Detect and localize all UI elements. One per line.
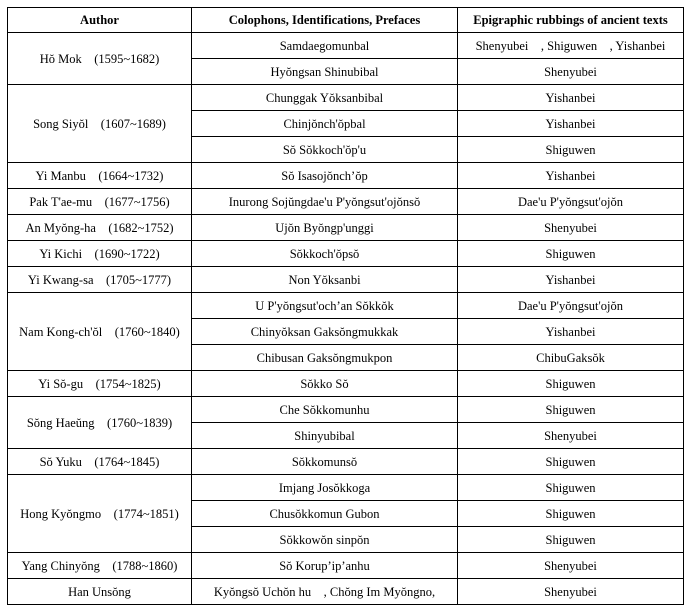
rubbing-cell: Shenyubei <box>458 59 684 85</box>
work-cell: Non Yŏksanbi <box>192 267 458 293</box>
author-cell: Sŏng Haeŭng (1760~1839) <box>8 397 192 449</box>
work-cell: Sŏ Sŏkkoch'ŏp'u <box>192 137 458 163</box>
author-cell: Yi Sŏ-gu (1754~1825) <box>8 371 192 397</box>
work-cell: Sŏ Korup’ip’anhu <box>192 553 458 579</box>
rubbing-cell: Shiguwen <box>458 137 684 163</box>
work-cell: Kyŏngsŏ Uchŏn hu , Chŏng Im Myŏngno, <box>192 579 458 605</box>
table-row <box>8 241 684 267</box>
table-row <box>8 267 684 293</box>
rubbing-cell: Shenyubei <box>458 553 684 579</box>
rubbing-cell: Yishanbei <box>458 267 684 293</box>
rubbing-cell: Shenyubei , Shiguwen , Yishanbei <box>458 33 684 59</box>
table-body <box>8 33 684 605</box>
author-cell: Nam Kong-ch'ŏl (1760~1840) <box>8 293 192 371</box>
work-cell: Ujŏn Byŏngp'unggi <box>192 215 458 241</box>
work-cell: Samdaegomunbal <box>192 33 458 59</box>
author-cell: Yang Chinyŏng (1788~1860) <box>8 553 192 579</box>
header-row <box>8 8 684 33</box>
rubbing-cell: Yishanbei <box>458 163 684 189</box>
table-row <box>8 85 684 111</box>
work-cell: Chunggak Yŏksanbibal <box>192 85 458 111</box>
rubbing-cell: Shenyubei <box>458 423 684 449</box>
table-row <box>8 293 684 319</box>
table-row <box>8 189 684 215</box>
rubbing-cell: Yishanbei <box>458 85 684 111</box>
works-column-header: Colophons, Identifications, Prefaces <box>192 8 458 33</box>
work-cell: Chinyŏksan Gaksŏngmukkak <box>192 319 458 345</box>
rubbing-cell: Shiguwen <box>458 449 684 475</box>
work-cell: Shinyubibal <box>192 423 458 449</box>
author-cell: Yi Kwang-sa (1705~1777) <box>8 267 192 293</box>
rubbing-cell: Shenyubei <box>458 215 684 241</box>
author-column-header: Author <box>8 8 192 33</box>
work-cell: Sŏ Isasojŏnch’ŏp <box>192 163 458 189</box>
work-cell: Imjang Josŏkkoga <box>192 475 458 501</box>
rubbing-cell: Dae'u P'yŏngsut'ojŏn <box>458 189 684 215</box>
table-row <box>8 553 684 579</box>
work-cell: Sŏkkomunsŏ <box>192 449 458 475</box>
work-cell: Chibusan Gaksŏngmukpon <box>192 345 458 371</box>
table-row <box>8 475 684 501</box>
author-cell: Hong Kyŏngmo (1774~1851) <box>8 475 192 553</box>
author-cell: Hŏ Mok (1595~1682) <box>8 33 192 85</box>
work-cell: Inurong Sojŭngdae'u P'yŏngsut'ojŏnsŏ <box>192 189 458 215</box>
rubbings-column-header: Epigraphic rubbings of ancient texts <box>458 8 684 33</box>
author-works-table <box>7 7 684 605</box>
work-cell: Sŏkkowŏn sinpŏn <box>192 527 458 553</box>
work-cell: Chinjŏnch'ŏpbal <box>192 111 458 137</box>
rubbing-cell: Yishanbei <box>458 319 684 345</box>
table-row <box>8 215 684 241</box>
table-row <box>8 397 684 423</box>
author-cell: Sŏ Yuku (1764~1845) <box>8 449 192 475</box>
work-cell: Hyŏngsan Shinubibal <box>192 59 458 85</box>
table-row <box>8 163 684 189</box>
rubbing-cell: Dae'u P'yŏngsut'ojŏn <box>458 293 684 319</box>
work-cell: Chusŏkkomun Gubon <box>192 501 458 527</box>
author-cell: Yi Manbu (1664~1732) <box>8 163 192 189</box>
table-row <box>8 579 684 605</box>
rubbing-cell: Shiguwen <box>458 397 684 423</box>
rubbing-cell: Shiguwen <box>458 527 684 553</box>
author-cell: Han Unsŏng <box>8 579 192 605</box>
rubbing-cell: Shiguwen <box>458 475 684 501</box>
work-cell: Sŏkkoch'ŏpsŏ <box>192 241 458 267</box>
table-row <box>8 449 684 475</box>
rubbing-cell: Yishanbei <box>458 111 684 137</box>
table-row <box>8 33 684 59</box>
author-cell: Pak T'ae-mu (1677~1756) <box>8 189 192 215</box>
rubbing-cell: Shiguwen <box>458 241 684 267</box>
work-cell: U P'yŏngsut'och’an Sŏkkŏk <box>192 293 458 319</box>
rubbing-cell: Shiguwen <box>458 371 684 397</box>
work-cell: Sŏkko Sŏ <box>192 371 458 397</box>
author-cell: Song Siyŏl (1607~1689) <box>8 85 192 163</box>
author-cell: Yi Kichi (1690~1722) <box>8 241 192 267</box>
rubbing-cell: Shenyubei <box>458 579 684 605</box>
rubbing-cell: ChibuGaksŏk <box>458 345 684 371</box>
rubbing-cell: Shiguwen <box>458 501 684 527</box>
work-cell: Che Sŏkkomunhu <box>192 397 458 423</box>
table-row <box>8 371 684 397</box>
author-cell: An Myŏng-ha (1682~1752) <box>8 215 192 241</box>
